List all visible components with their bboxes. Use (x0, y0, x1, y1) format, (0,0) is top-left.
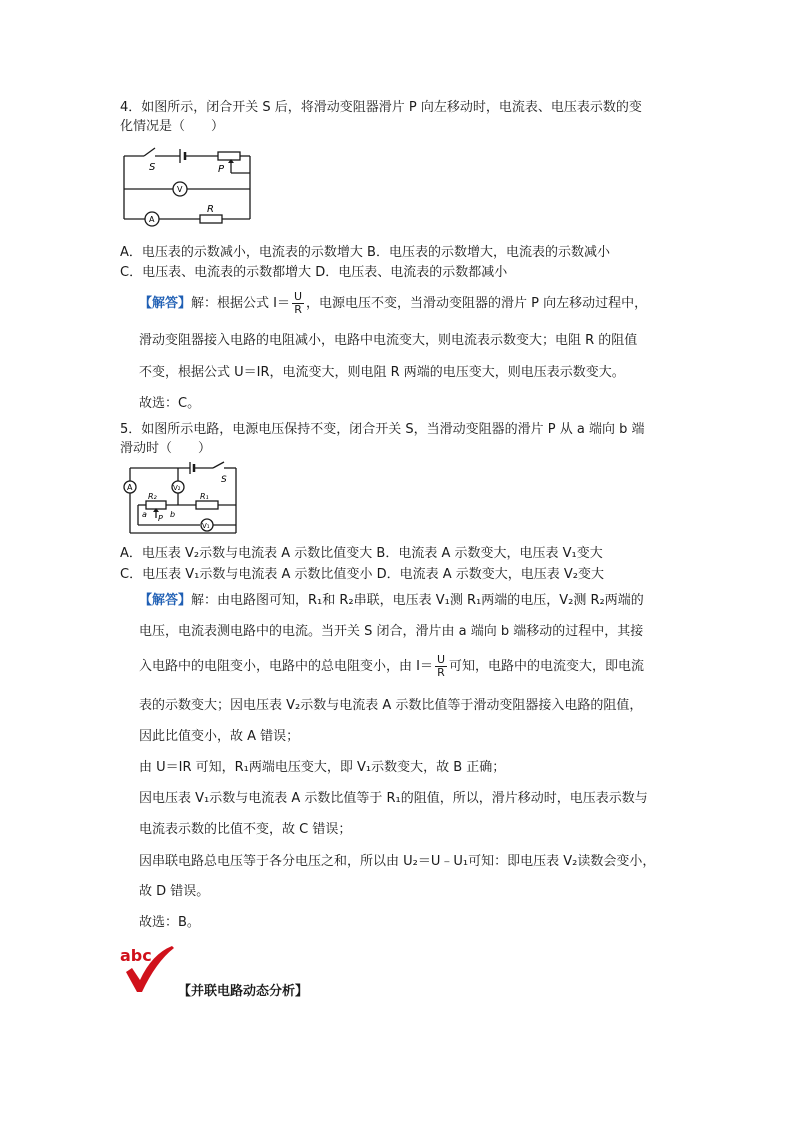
q5-solution-line10: 故 D 错误。 (139, 884, 210, 899)
q4-solution-line3: 不变，根据公式 U＝IR，电流变大，则电阻 R 两端的电压变大，则电压表示数变大。 (139, 365, 625, 380)
q5-v1-label: V₁ (202, 522, 210, 530)
section-title: 【并联电路动态分析】 (178, 984, 309, 999)
q4-slider-label: P (218, 164, 225, 175)
q4-answer: 故选：C。 (139, 396, 201, 411)
q4-option-cd: C．电压表、电流表的示数都增大 D．电压表、电流表的示数都减小 (120, 265, 508, 280)
q5-answer: 故选：B。 (139, 915, 200, 930)
q4-formula-fraction: $\frac{U}{R}$ (293, 290, 303, 316)
q4-voltmeter-label: V (177, 185, 183, 194)
q5-option-ab: A．电压表 V₂示数与电流表 A 示数比值变大 B．电流表 A 示数变大，电压表 V₁变大 (120, 546, 603, 561)
q5-r2-label: R₂ (148, 492, 157, 501)
q5-solution-line8: 电流表示数的比值不变，故 C 错误； (139, 822, 352, 837)
q5-solution-line9: 因串联电路总电压等于各分电压之和，所以由 U₂＝U﹣U₁可知：即电压表 V₂读数会变小， (139, 854, 656, 869)
q4-solution-tag: 【解答】 (139, 296, 192, 311)
q5-solution-line5: 因此比值变小，故 A 错误； (139, 729, 300, 744)
q5-switch-label: S (221, 475, 227, 485)
q4-circuit-diagram (118, 144, 258, 228)
q5-solution-line4: 表的示数变大；因电压表 V₂示数与电流表 A 示数比值等于滑动变阻器接入电路的阻值， (139, 698, 643, 713)
q4-resistor-label: R (207, 204, 214, 215)
q5-solution-line7: 因电压表 V₁示数与电流表 A 示数比值等于 R₁的阻值，所以，滑片移动时，电压表示数与 (139, 791, 648, 806)
q4-stem-line1: 4．如图所示，闭合开关 S 后，将滑动变阻器滑片 P 向左移动时，电流表、电压表示数的变 (120, 100, 642, 115)
q4-solution-line1: 【解答】解：根据公式 I＝ $\frac{U}{R}$ ，电源电压不变，当滑动变阻器的滑片 P 向左移动过程中， (139, 290, 648, 316)
q4-switch-label: S (149, 162, 156, 173)
q5-b-end-label: b (170, 510, 176, 519)
abc-checkmark-icon (118, 942, 178, 994)
q5-option-cd: C．电压表 V₁示数与电流表 A 示数比值变小 D．电流表 A 示数变大，电压表 V₂变大 (120, 567, 605, 582)
q5-slider-label: P (158, 514, 163, 523)
q5-circuit-diagram (118, 460, 243, 538)
q5-stem-line2: 滑动时（ ） (120, 441, 212, 456)
q4-option-ab: A．电压表的示数减小，电流表的示数增大 B．电压表的示数增大，电流表的示数减小 (120, 245, 610, 260)
q5-solution-line6: 由 U＝IR 可知，R₁两端电压变大，即 V₁示数变大，故 B 正确； (139, 760, 506, 775)
q5-v2-label: V₂ (173, 484, 181, 492)
q5-stem-line1: 5．如图所示电路，电源电压保持不变，闭合开关 S，当滑动变阻器的滑片 P 从 a 端向 b 端 (120, 422, 645, 437)
q5-ammeter-label: A (127, 483, 133, 492)
q5-formula-fraction: $\frac{U}{R}$ (436, 653, 446, 679)
q4-stem-line2: 化情况是（ ） (120, 119, 225, 134)
q5-r1-label: R₁ (200, 492, 209, 501)
q4-solution-line2: 滑动变阻器接入电路的电阻减小，电路中电流变大，则电流表示数变大；电阻 R 的阻值 (139, 333, 638, 348)
q5-a-end-label: a (142, 510, 147, 519)
logo-text: abc (120, 946, 152, 965)
q4-ammeter-label: A (149, 215, 155, 224)
q5-solution-line1: 【解答】解：由电路图可知，R₁和 R₂串联，电压表 V₁测 R₁两端的电压，V₂测 R₂两端的 (139, 593, 644, 608)
q5-solution-tag: 【解答】 (139, 593, 192, 608)
q5-solution-line3: 入电路中的电阻变小，电路中的总电阻变小，由 I＝ $\frac{U}{R}$ 可知，电路中的电流变大，即电流 (139, 653, 645, 679)
q5-solution-line2: 电压，电流表测电路中的电流。当开关 S 闭合，滑片由 a 端向 b 端移动的过程中，其接 (139, 624, 644, 639)
